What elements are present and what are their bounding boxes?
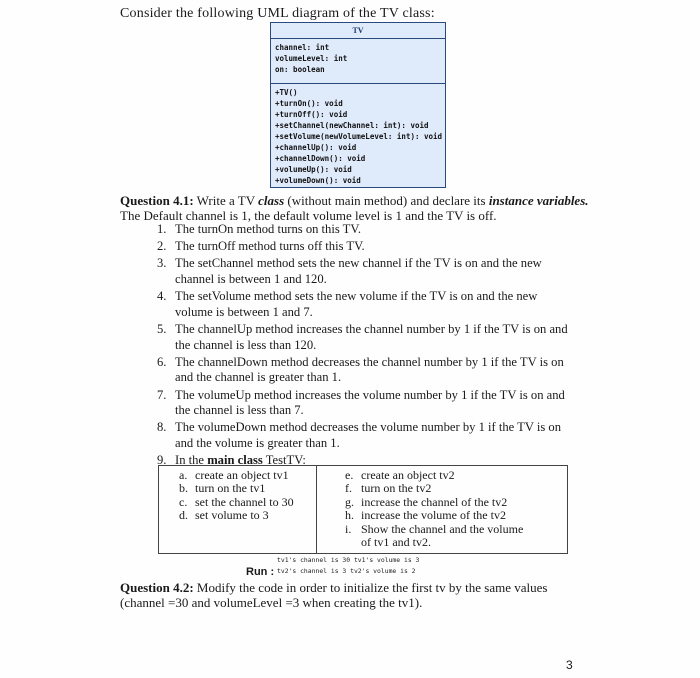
table-divider xyxy=(316,466,317,553)
list-item xyxy=(157,355,577,386)
run-label: Run : xyxy=(246,566,275,578)
task-letter: d. xyxy=(179,508,188,523)
list-item xyxy=(157,289,577,320)
task-text: increase the volume of the tv2 xyxy=(361,508,506,523)
item-number: 8. xyxy=(157,420,167,435)
uml-method: +TV() xyxy=(275,88,298,97)
list-item xyxy=(157,222,577,238)
task-letter: g. xyxy=(345,494,354,509)
question-emphasis: instance variables. xyxy=(488,193,589,208)
task-letter: h. xyxy=(345,508,354,523)
question-4-1-defaults: The Default channel is 1, the default volume level is 1 and the TV is off. xyxy=(120,208,497,223)
task-letter: f. xyxy=(345,481,352,496)
question-label: Question 4.1: xyxy=(120,193,194,208)
item-number: 6. xyxy=(157,354,167,369)
task-text: set volume to 3 xyxy=(195,508,269,523)
task-text: set the channel to 30 xyxy=(195,494,294,509)
item-text: The turnOff method turns off this TV. xyxy=(175,239,365,254)
question-text: Modify the code in order to initialize the first tv by the same values (channel =30 and volumeLevel =3 when creating the tv1). xyxy=(120,580,548,610)
page-number: 3 xyxy=(566,658,573,672)
item-number: 4. xyxy=(157,289,167,304)
uml-method: +turnOn(): void xyxy=(275,99,343,108)
uml-attribute: on: boolean xyxy=(275,65,325,74)
uml-method: +channelDown(): void xyxy=(275,154,366,163)
list-item xyxy=(157,322,577,353)
question-emphasis: class xyxy=(258,193,285,208)
task-row-continued xyxy=(345,536,523,549)
item-text: The volumeDown method decreases the volume number by 1 if the TV is on and the volume is greater than 1. xyxy=(175,420,562,450)
task-row xyxy=(345,469,523,482)
task-letter: a. xyxy=(179,468,188,482)
item-number: 9. xyxy=(157,453,167,468)
requirements-list xyxy=(157,222,577,470)
tasks-left-column xyxy=(179,469,294,523)
item-number: 5. xyxy=(157,321,167,336)
item-text: TestTV: xyxy=(262,453,306,468)
list-item xyxy=(157,420,577,451)
task-row xyxy=(345,523,523,536)
task-text: create an object tv2 xyxy=(361,468,455,482)
task-text: create an object tv1 xyxy=(195,468,289,482)
tasks-table xyxy=(158,465,568,554)
item-text: The volumeUp method increases the volume number by 1 if the TV is on and the channel is less than 7. xyxy=(175,387,565,418)
run-output-line: tv2's channel is 3 tv2's volume is 2 xyxy=(277,567,416,575)
task-text: Show the channel and the volume xyxy=(361,521,524,536)
item-number: 2. xyxy=(157,239,167,254)
uml-class-diagram xyxy=(270,22,446,188)
uml-attribute: channel: int xyxy=(275,43,330,52)
uml-class-title: TV xyxy=(271,23,445,39)
uml-method: +channelUp(): void xyxy=(275,143,357,152)
item-text: In the xyxy=(175,453,208,468)
task-letter: e. xyxy=(345,468,354,482)
item-number: 7. xyxy=(157,387,167,402)
uml-method: +volumeDown(): void xyxy=(275,176,361,185)
task-letter: b. xyxy=(179,481,188,496)
item-number: 3. xyxy=(157,256,167,271)
uml-attributes xyxy=(271,39,445,84)
question-4-2 xyxy=(120,580,580,610)
task-text: turn on the tv2 xyxy=(361,481,432,496)
run-output-line: tv1's channel is 30 tv1's volume is 3 xyxy=(277,556,420,564)
task-row xyxy=(179,469,294,482)
task-letter: i. xyxy=(345,521,352,536)
uml-method: +setVolume(newVolumeLevel: int): void xyxy=(275,132,443,141)
question-text: (without main method) and declare its xyxy=(284,193,489,208)
uml-attribute: volumeLevel: int xyxy=(275,54,348,63)
item-emphasis: main class xyxy=(207,453,263,468)
uml-methods xyxy=(271,84,445,186)
list-item xyxy=(157,256,577,287)
task-text: of tv1 and tv2. xyxy=(361,535,431,550)
uml-method: +turnOff(): void xyxy=(275,110,348,119)
item-text: The channelUp method increases the channel number by 1 if the TV is on and the channel is less than 120. xyxy=(175,321,568,352)
list-item xyxy=(157,239,577,255)
task-text: turn on the tv1 xyxy=(195,481,266,496)
question-label: Question 4.2: xyxy=(120,580,194,595)
question-text: Write a TV xyxy=(193,193,259,208)
task-row xyxy=(179,482,294,495)
task-row xyxy=(345,496,523,509)
uml-method: +setChannel(newChannel: int): void xyxy=(275,121,429,130)
task-row xyxy=(345,482,523,495)
list-item xyxy=(157,388,577,419)
item-number: 1. xyxy=(157,222,167,236)
task-row xyxy=(345,509,523,522)
item-text: The setVolume method sets the new volume if the TV is on and the new volume is between 1 and 7. xyxy=(175,289,538,319)
task-text: increase the channel of the tv2 xyxy=(361,494,508,509)
item-text: The channelDown method decreases the channel number by 1 if the TV is on and the channel is greater than 1. xyxy=(175,354,564,385)
intro-text: Consider the following UML diagram of the TV class: xyxy=(120,6,435,21)
task-row xyxy=(179,509,294,522)
item-text: The turnOn method turns on this TV. xyxy=(175,222,361,236)
task-row xyxy=(179,496,294,509)
uml-method: +volumeUp(): void xyxy=(275,165,352,174)
task-letter: c. xyxy=(179,494,188,509)
tasks-right-column xyxy=(345,469,523,549)
question-4-1 xyxy=(120,193,589,209)
item-text: The setChannel method sets the new channel if the TV is on and the new channel is between 1 and 120. xyxy=(175,256,542,286)
